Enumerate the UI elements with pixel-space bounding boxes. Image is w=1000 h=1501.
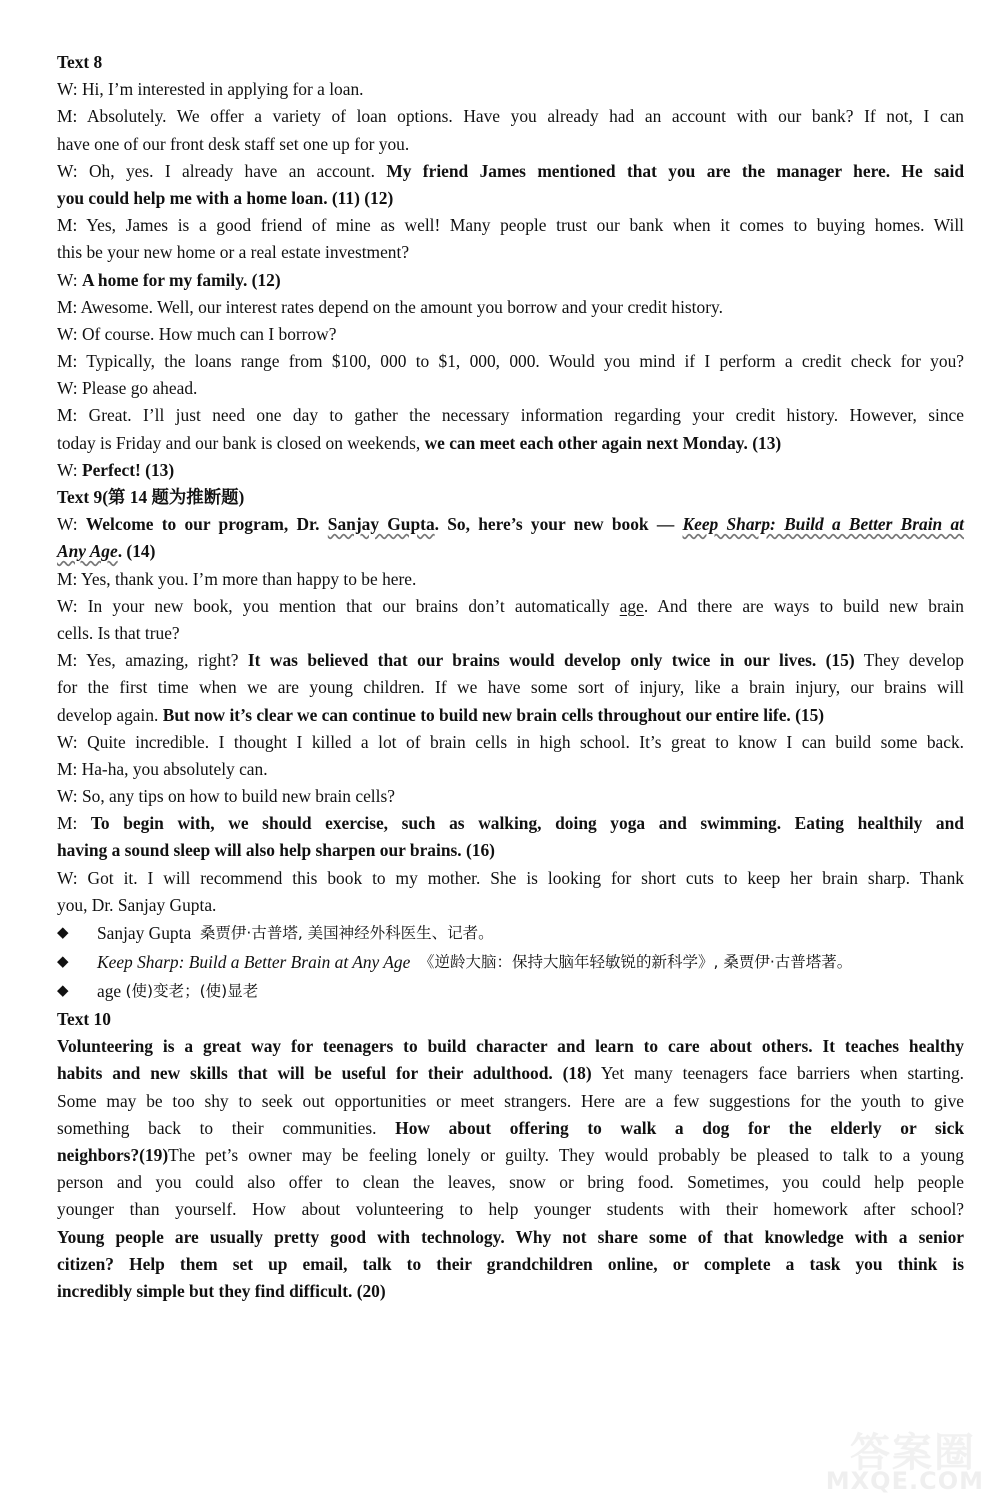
text8-line xyxy=(57,457,964,484)
text10-span: Yet many teenagers face barriers when starting. xyxy=(591,1063,964,1084)
text10-line: person and you could also offer to clean the leaves, snow or bring food. Sometimes, you could help people xyxy=(57,1172,964,1193)
text10-line: citizen? Help them set up email, talk to their grandchildren online, or complete a task you think is xyxy=(57,1253,964,1274)
note-item xyxy=(57,977,964,1006)
text9-line: M: Yes, thank you. I’m more than happy to be here. xyxy=(57,568,417,589)
text9-heading: Text 9(第 14 题为推断题) xyxy=(57,487,245,507)
text9-name-span: Sanjay Gupta xyxy=(327,514,435,535)
text8-line: M: Awesome. Well, our interest rates depend on the amount you borrow and your credit history. xyxy=(57,296,723,317)
text10-line: Some may be too shy to seek out opportunities or meet strangers. Here are a few suggestions for the youth to give xyxy=(57,1090,964,1111)
text9-bold-span: To begin with, we should exercise, such as walking, doing yoga and swimming. Eating healthily and xyxy=(90,813,964,834)
watermark-logo: 答案圈 xyxy=(850,1429,976,1476)
text10-span: The pet’s owner may be feeling lonely or guilty. They would probably be pleased to talk to a young xyxy=(168,1144,964,1165)
text8-line: W: Of course. How much can I borrow? xyxy=(57,323,337,344)
text8-line: M: Absolutely. We offer a variety of loan options. Have you already had an account with our bank? If not, I can xyxy=(57,106,964,127)
text8-line: W: Please go ahead. xyxy=(57,378,198,399)
text9-underlined-word: age xyxy=(619,595,644,616)
text8-bold-span: we can meet each other again next Monday. (13) xyxy=(424,432,782,453)
text8-bold-span: A home for my family. (12) xyxy=(81,269,281,290)
text9-bold-span: . (14) xyxy=(117,541,156,562)
text8-line: M: Typically, the loans range from $100, 000 to $1, 000, 000. Would you mind if I perform a credit check for you? xyxy=(57,351,964,372)
text10-line: Volunteering is a great way for teenagers to build character and learn to care about others. It teaches healthy xyxy=(57,1036,964,1057)
text9-span: They develop xyxy=(854,650,964,671)
text8-bold-span: My friend James mentioned that you are the manager here. He said xyxy=(386,160,964,181)
text10-line xyxy=(57,1142,964,1169)
text9-line: M: Ha-ha, you absolutely can. xyxy=(57,758,268,779)
text9-line: cells. Is that true? xyxy=(57,622,180,643)
text10-line: younger than yourself. How about volunteering to help younger students with their homework after school? xyxy=(57,1199,964,1220)
text8-span: W: xyxy=(57,459,82,480)
note-definition: (使)变老；(使)显老 xyxy=(125,981,259,1000)
text8-line: you could help me with a home loan. (11) (12) xyxy=(57,187,394,208)
note-term: age xyxy=(97,980,122,1001)
text8-line: W: Hi, I’m interested in applying for a loan. xyxy=(57,79,364,100)
text9-span: M: Yes, amazing, right? xyxy=(57,650,248,671)
document-page xyxy=(57,49,964,1305)
text8-heading: Text 8 xyxy=(57,52,103,72)
text8-line: M: Yes, James is a good friend of mine as well! Many people trust our bank when it comes to buying homes. Will xyxy=(57,215,964,236)
text8-line: M: Great. I’ll just need one day to gather the necessary information regarding your credit history. However, since xyxy=(57,405,964,426)
note-definition: 《逆龄大脑：保持大脑年轻敏锐的新科学》, 桑贾伊·古普塔著。 xyxy=(419,952,853,971)
text8-span: W: Oh, yes. I already have an account. xyxy=(57,160,387,181)
text10-line: Young people are usually pretty good with technology. Why not share some of that knowledge with a senior xyxy=(57,1226,964,1247)
site-watermark xyxy=(790,1405,990,1495)
note-term: Keep Sharp: Build a Better Brain at Any Age xyxy=(97,951,411,972)
text8-line: have one of our front desk staff set one up for you. xyxy=(57,133,410,154)
text9-line xyxy=(57,647,964,674)
text10-line: incredibly simple but they find difficult. (20) xyxy=(57,1280,386,1301)
text9-line xyxy=(57,810,964,837)
text8-line xyxy=(57,267,964,294)
note-item xyxy=(57,919,964,948)
text9-book-title: Any Age xyxy=(57,541,118,562)
diamond-bullet-icon: ◆ xyxy=(57,982,69,999)
text8-line: this be your new home or a real estate investment? xyxy=(57,242,410,263)
text8-span: W: xyxy=(57,269,82,290)
text9-line: for the first time when we are young children. If we have some sort of injury, like a brain injury, our brains will xyxy=(57,677,964,698)
text8-line xyxy=(57,430,964,457)
text10-line xyxy=(57,1060,964,1087)
text9-span: M: xyxy=(57,813,91,834)
text10-heading: Text 10 xyxy=(57,1009,111,1029)
text9-line: W: So, any tips on how to build new brain cells? xyxy=(57,786,395,807)
diamond-bullet-icon: ◆ xyxy=(57,924,69,941)
text8-bold-span: Perfect! (13) xyxy=(81,459,175,480)
text9-line xyxy=(57,702,964,729)
text9-span: . And there are ways to build new brain xyxy=(643,595,965,616)
text10-bold-span: habits and new skills that will be useful for their adulthood. (18) xyxy=(57,1063,592,1084)
text10-bold-span: How about offering to walk a dog for the elderly or sick xyxy=(395,1117,964,1138)
note-item xyxy=(57,948,964,977)
text9-line xyxy=(57,538,964,565)
text9-bold-span: But now it’s clear we can continue to build new brain cells throughout our entire life. (15) xyxy=(162,704,825,725)
text9-line xyxy=(57,511,964,538)
text9-span: W: In your new book, you mention that our brains don’t automatically xyxy=(57,595,620,616)
text8-span: today is Friday and our bank is closed on weekends, xyxy=(57,432,425,453)
text8-line xyxy=(57,158,964,185)
text9-bold-span: . So, here’s your new book — xyxy=(434,514,683,535)
text9-line: you, Dr. Sanjay Gupta. xyxy=(57,894,217,915)
text9-line: W: Quite incredible. I thought I killed a lot of brain cells in high school. It’s great to know I can build some back. xyxy=(57,731,964,752)
diamond-bullet-icon: ◆ xyxy=(57,953,69,970)
text9-line xyxy=(57,593,964,620)
note-term: Sanjay Gupta xyxy=(97,922,192,943)
text9-span: W: xyxy=(57,514,86,535)
text9-book-title: Keep Sharp: Build a Better Brain at xyxy=(682,514,965,535)
note-definition: 桑贾伊·古普塔, 美国神经外科医生、记者。 xyxy=(199,923,494,942)
text9-bold-span: It was believed that our brains would develop only twice in our lives. (15) xyxy=(247,650,855,671)
watermark-site: MXQE.COM xyxy=(825,1466,984,1495)
text9-bold-span: Welcome to our program, Dr. xyxy=(85,514,328,535)
text9-line: W: Got it. I will recommend this book to my mother. She is looking for short cuts to keep her brain sharp. Thank xyxy=(57,867,964,888)
text10-bold-span: neighbors?(19) xyxy=(57,1144,169,1165)
text9-line: having a sound sleep will also help sharpen our brains. (16) xyxy=(57,840,495,861)
text9-span: develop again. xyxy=(57,704,163,725)
text10-line xyxy=(57,1115,964,1142)
text10-span: something back to their communities. xyxy=(57,1117,396,1138)
